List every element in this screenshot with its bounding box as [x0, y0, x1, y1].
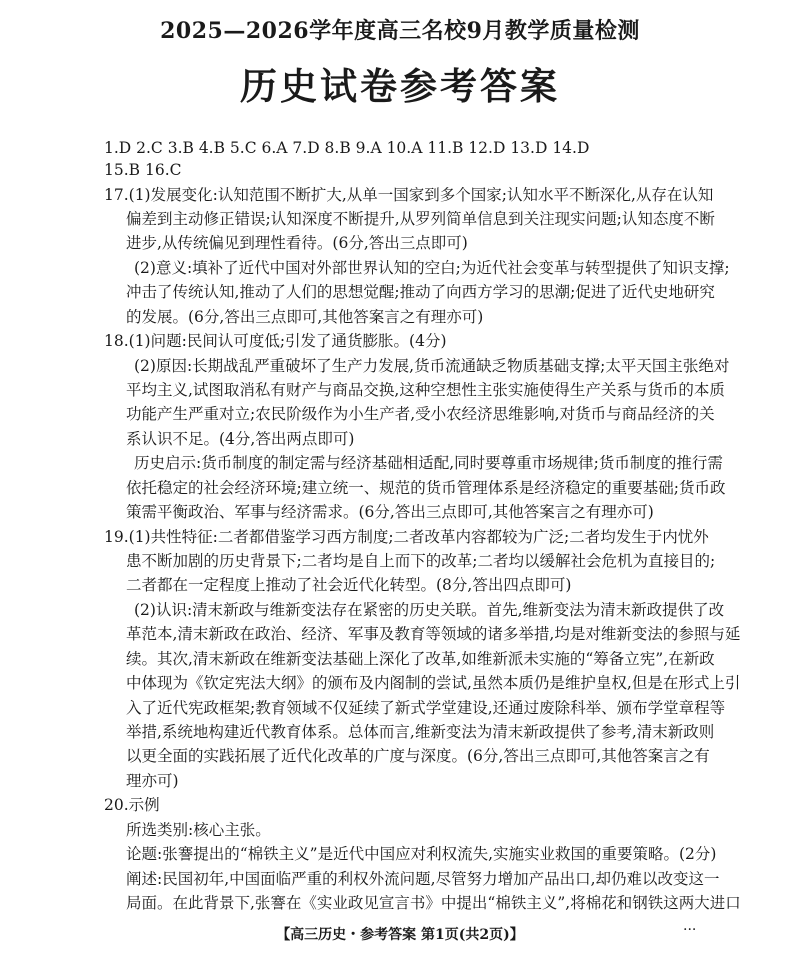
answer-line-17-3: 进步,从传统偏见到理性看待。(6分,答出三点即可) [126, 234, 468, 252]
answer-line-17-5: 冲击了传统认知,推动了人们的思想觉醒;推动了向西方学习的思潮;促进了近代史地研究 [126, 283, 715, 301]
answer-line-19-6: 续。其次,清末新政在维新变法基础上深化了改革,如维新派未实施的“筹备立宪”,在新政 [126, 650, 715, 668]
answer-line-19-5: 革范本,清末新政在政治、经济、军事及教育等领域的诸多举措,均是对维新变法的参照与延 [126, 625, 741, 643]
answer-line-18-6: 历史启示:货币制度的制定需与经济基础相适配,同时要尊重市场规律;货币制度的推行需 [134, 454, 723, 472]
answer-line-20-4: 阐述:民国初年,中国面临严重的利权外流问题,尽管努力增加产品出口,却仍难以改变这一 [126, 870, 720, 888]
footer-corner-mark: ... [683, 918, 697, 934]
answer-line-choices-2: 15.B 16.C [104, 161, 182, 179]
answer-line-20-5: 局面。在此背景下,张謇在《实业政见宣言书》中提出“棉铁主义”,将棉花和钢铁这两大进口 [126, 894, 741, 912]
answer-line-17-6: 的发展。(6分,答出三点即可,其他答案言之有理亦可) [126, 308, 484, 326]
answer-line-18-2: (2)原因:长期战乱严重破坏了生产力发展,货币流通缺乏物质基础支撑;太平天国主张绝对 [134, 357, 730, 375]
answer-line-19-7: 中体现为《钦定宪法大纲》的颁布及内阁制的尝试,虽然本质仍是维护皇权,但是在形式上引 [126, 674, 741, 692]
answer-line-18-3: 平均主义,试图取消私有财产与商品交换,这种空想性主张实施使得生产关系与货币的本质 [126, 381, 725, 399]
answer-line-19-1: 19.(1)共性特征:二者都借鉴学习西方制度;二者改革内容都较为广泛;二者均发生于内忧外 [104, 528, 709, 546]
answer-line-20-2: 所选类别:核心主张。 [126, 821, 271, 839]
answer-line-19-3: 二者都在一定程度上推动了社会近代化转型。(8分,答出四点即可) [126, 576, 572, 594]
answer-line-18-7: 依托稳定的社会经济环境;建立统一、规范的货币管理体系是经济稳定的重要基础;货币政 [126, 479, 726, 497]
answer-line-17-1: 17.(1)发展变化:认知范围不断扩大,从单一国家到多个国家;认知水平不断深化,从存在认知 [104, 186, 714, 204]
answer-line-19-11: 理亦可) [126, 772, 179, 790]
answer-line-18-4: 功能产生严重对立;农民阶级作为小生产者,受小农经济思维影响,对货币与商品经济的关 [126, 405, 715, 423]
exam-title: 2025—2026学年度高三名校9月教学质量检测 [160, 18, 640, 44]
answer-line-20-3: 论题:张謇提出的“棉铁主义”是近代中国应对利权流失,实施实业救国的重要策略。(2分) [126, 845, 717, 863]
answer-line-choices-1: 1.D 2.C 3.B 4.B 5.C 6.A 7.D 8.B 9.A 10.A 11.B 12.D 13.D 14.D [104, 139, 590, 157]
answer-line-18-8: 策需平衡政治、军事与经济需求。(6分,答出三点即可,其他答案言之有理亦可) [126, 503, 654, 521]
answer-line-19-8: 入了近代宪政框架;教育领域不仅延续了新式学堂建设,还通过废除科举、颁布学堂章程等 [126, 699, 726, 717]
answer-line-19-2: 患不断加剧的历史背景下;二者均是自上而下的改革;二者均以缓解社会危机为直接目的; [126, 552, 716, 570]
answer-line-18-1: 18.(1)问题:民间认可度低;引发了通货膨胀。(4分) [104, 332, 447, 350]
answer-line-17-2: 偏差到主动修正错误;认知深度不断提升,从罗列简单信息到关注现实问题;认知态度不断 [126, 210, 715, 228]
answer-line-18-5: 系认识不足。(4分,答出两点即可) [126, 430, 355, 448]
answer-line-20-1: 20.示例 [104, 796, 160, 814]
answer-title: 历史试卷参考答案 [240, 64, 560, 108]
answer-line-17-4: (2)意义:填补了近代中国对外部世界认知的空白;为近代社会变革与转型提供了知识支撑; [134, 259, 730, 277]
answer-line-19-10: 以更全面的实践拓展了近代化改革的广度与深度。(6分,答出三点即可,其他答案言之有 [126, 747, 710, 765]
page-footer: 【高三历史・参考答案 第1页(共2页)】 [276, 927, 524, 943]
answer-line-19-4: (2)认识:清末新政与维新变法存在紧密的历史关联。首先,维新变法为清末新政提供了改 [134, 601, 725, 619]
answer-line-19-9: 举措,系统地构建近代教育体系。总体而言,维新变法为清末新政提供了参考,清末新政则 [126, 723, 715, 741]
